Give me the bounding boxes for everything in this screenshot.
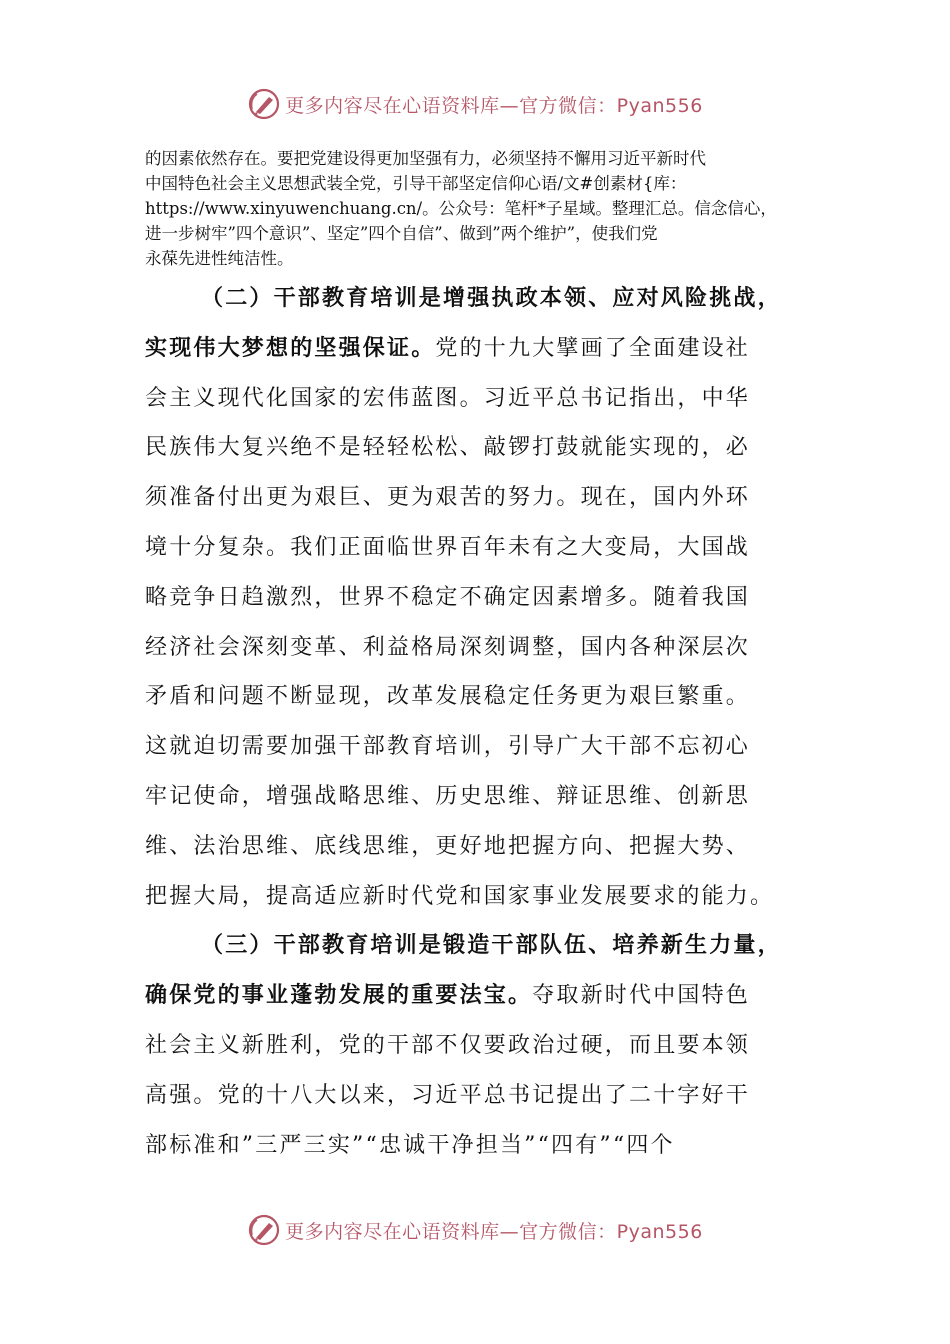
section2-line: 维、法治思维、底线思维，更好地把握方向、把握大势、 [145,833,751,859]
section2-heading-cont: 实现伟大梦想的坚强保证。 [145,334,436,361]
section2-line-rest: 党的十九大擘画了全面建设社 [435,335,751,361]
intro-paragraph [145,146,815,271]
section2-line: 这就迫切需要加强干部教育培训，引导广大干部不忘初心 [145,734,751,760]
intro-line: 永葆先进性纯洁性。 [145,249,294,268]
section3-line: 高强。党的十八大以来，习近平总书记提出了二十字好干 [145,1082,751,1108]
section2-line [145,324,815,374]
pen-logo-icon [247,87,281,121]
section2-line: 矛盾和问题不断显现，改革发展稳定任务更为艰巨繁重。 [145,684,751,710]
banner-text: 更多内容尽在心语资料库—官方微信：Pyan556 [285,1220,703,1243]
section2-line: 民族伟大复兴绝不是轻轻松松、敲锣打鼓就能实现的，必 [145,435,751,461]
section3-line [145,971,815,1021]
section2-line: 境十分复杂。我们正面临世界百年未有之大变局，大国战 [145,534,751,560]
body-text [145,274,815,1170]
footer-banner [0,1210,950,1250]
section2-line: 经济社会深刻变革、利益格局深刻调整，国内各种深层次 [145,634,751,660]
section2-line: 须准备付出更为艰巨、更为艰苦的努力。现在，国内外环 [145,485,751,511]
section2-heading: （二）干部教育培训是增强执政本领、应对风险挑战， [201,285,782,311]
section2-line: 会主义现代化国家的宏伟蓝图。习近平总书记指出，中华 [145,385,751,411]
section3-line-rest: 夺取新时代中国特色 [532,983,751,1009]
intro-line: 进一步树牢”四个意识”、坚定”四个自信”、做到”两个维护”，使我们党 [145,224,658,243]
section3-heading: （三）干部教育培训是锻造干部队伍、培养新生力量， [201,932,782,959]
intro-line: 的因素依然存在。要把党建设得更加坚强有力，必须坚持不懈用习近平新时代 [145,149,706,168]
pen-logo-icon [247,1213,281,1247]
intro-line: https://www.xinyuwenchuang.cn/。公众号：笔杆*子星域。整理汇总。信念信心， [145,199,777,218]
intro-line: 中国特色社会主义思想武装全党，引导干部坚定信仰心语/文#创素材{库： [145,174,687,193]
banner-text: 更多内容尽在心语资料库—官方微信：Pyan556 [285,94,703,117]
section3-heading-cont: 确保党的事业蓬勃发展的重要法宝。 [145,982,533,1009]
section2-line: 牢记使命，增强战略思维、历史思维、辩证思维、创新思 [145,783,751,809]
section3-line: 社会主义新胜利，党的干部不仅要政治过硬，而且要本领 [145,1032,751,1058]
header-banner [0,84,950,124]
section3-line: 部标准和”三严三实”“忠诚干净担当”“四有”“四个 [145,1132,675,1158]
section2-line: 略竞争日趋激烈，世界不稳定不确定因素增多。随着我国 [145,584,751,610]
section2-line: 把握大局，提高适应新时代党和国家事业发展要求的能力。 [145,883,775,909]
